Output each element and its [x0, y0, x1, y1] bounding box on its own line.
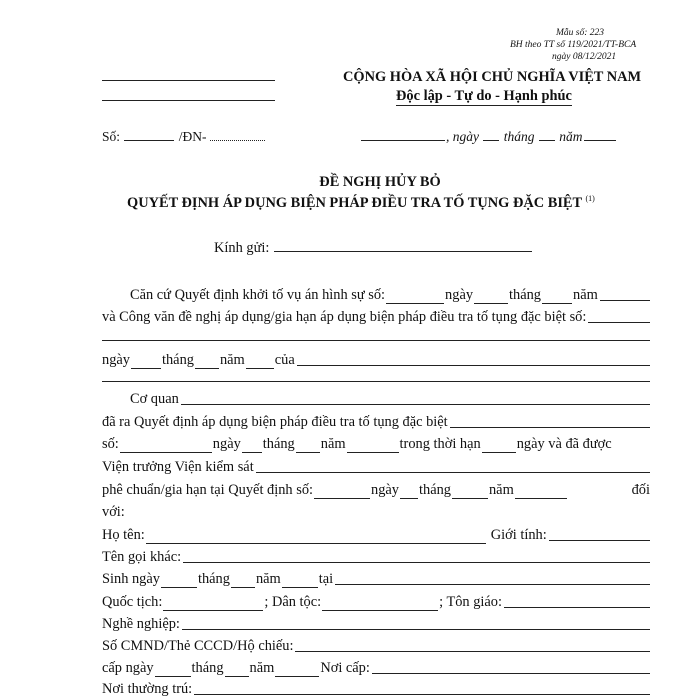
qd-khoi-to-number-field[interactable] — [386, 302, 444, 304]
cv-day-field[interactable] — [131, 367, 161, 369]
line-cap-ngay: cấp ngày tháng năm Nơi cấp: — [102, 659, 650, 677]
dn-field[interactable] — [210, 139, 265, 141]
cmnd-field[interactable] — [295, 651, 650, 652]
form-code-line2: BH theo TT số 119/2021/TT-BCA — [510, 40, 637, 50]
kinh-gui-row — [214, 240, 533, 257]
so-field[interactable] — [124, 139, 174, 141]
noi-thuong-tru-field[interactable] — [194, 694, 650, 695]
form-code-line1: Mẫu số: 223 — [555, 28, 604, 38]
dan-toc-field[interactable] — [322, 609, 438, 611]
cap-month-field[interactable] — [225, 675, 249, 677]
line-cmnd: Số CMND/Thẻ CCCD/Hộ chiếu: — [102, 637, 650, 655]
kinh-gui-field[interactable] — [274, 250, 532, 252]
blank-line-2[interactable] — [102, 381, 650, 382]
place-field[interactable] — [361, 139, 445, 141]
cv-month-field[interactable] — [195, 367, 219, 369]
ho-ten-field[interactable] — [146, 542, 486, 544]
birth-place-field[interactable] — [335, 584, 650, 585]
co-quan-field[interactable] — [181, 404, 650, 405]
line-nghe-nghiep: Nghề nghiệp: — [102, 615, 650, 633]
date-ngay-label: , ngày — [446, 129, 479, 144]
line-quoc-tich: Quốc tịch: ; Dân tộc: ; Tôn giáo: — [102, 593, 650, 611]
ton-giao-field[interactable] — [504, 607, 650, 608]
line-noi-thuong-tru: Nơi thường trú: — [102, 680, 650, 698]
line-can-cu: Căn cứ Quyết định khởi tố vụ án hình sự số: ngày tháng năm — [130, 286, 650, 304]
cong-van-number-field[interactable] — [588, 322, 650, 323]
line-ten-goi-khac: Tên gọi khác: — [102, 548, 650, 566]
qd-ap-dung-year-field[interactable] — [347, 451, 399, 453]
qd-month-field[interactable] — [542, 302, 572, 304]
gioi-tinh-field[interactable] — [549, 540, 650, 541]
cap-day-field[interactable] — [155, 675, 191, 677]
date-thang-label: tháng — [503, 129, 535, 144]
qd-ap-dung-day-field[interactable] — [242, 451, 262, 453]
kinh-gui-label: Kính gửi: — [214, 240, 270, 256]
line-da-ra: đã ra Quyết định áp dụng biện pháp điều tra tố tụng đặc biệt — [102, 413, 650, 431]
line-cong-van: và Công văn đề nghị áp dụng/gia hạn áp dụng biện pháp điều tra tố tụng đặc biệt số: — [102, 308, 650, 326]
vien-kiem-sat-field[interactable] — [256, 472, 650, 473]
line-co-quan: Cơ quan — [130, 390, 650, 408]
title-line-1: ĐỀ NGHỊ HỦY BỎ — [319, 174, 441, 190]
blank-line-1[interactable] — [102, 340, 650, 341]
date-day-field[interactable] — [483, 139, 499, 141]
qd-ap-dung-number-field[interactable] — [120, 451, 212, 453]
birth-month-field[interactable] — [231, 586, 255, 588]
qd-day-field[interactable] — [474, 302, 508, 304]
line-vien-truong: Viện trưởng Viện kiểm sát — [102, 458, 650, 476]
cv-issuer-field[interactable] — [297, 365, 650, 366]
national-slogan: Độc lập - Tự do - Hạnh phúc — [396, 88, 572, 104]
form-code-line3: ngày 08/12/2021 — [552, 52, 617, 62]
line-sinh-ngay: Sinh ngày tháng năm tại — [102, 570, 650, 588]
line-phe-chuan: phê chuẩn/gia hạn tại Quyết định số: ngày tháng năm đối — [102, 482, 650, 498]
date-nam-label: năm — [559, 129, 583, 144]
qd-ap-dung-month-field[interactable] — [296, 451, 320, 453]
ten-goi-khac-field[interactable] — [183, 562, 650, 563]
phe-chuan-month-field[interactable] — [452, 497, 488, 499]
line-voi: với: — [102, 504, 125, 520]
quoc-tich-field[interactable] — [163, 609, 263, 611]
national-motto: CỘNG HÒA XÃ HỘI CHỦ NGHĨA VIỆT NAM — [343, 69, 642, 85]
phe-chuan-year-field[interactable] — [515, 497, 567, 499]
phe-chuan-number-field[interactable] — [314, 497, 370, 499]
da-ra-field[interactable] — [450, 427, 650, 428]
phe-chuan-day-field[interactable] — [400, 497, 418, 499]
birth-day-field[interactable] — [161, 586, 197, 588]
title-line-2: QUYẾT ĐỊNH ÁP DỤNG BIỆN PHÁP ĐIỀU TRA TỐ TỤNG ĐẶC BIỆT — [127, 194, 582, 211]
so-label: Số: — [102, 129, 121, 144]
date-month-field[interactable] — [539, 139, 555, 141]
cv-year-field[interactable] — [246, 367, 274, 369]
document-number-row — [102, 129, 265, 145]
agency-line-1[interactable] — [102, 80, 275, 81]
date-year-field[interactable] — [584, 139, 616, 141]
line-ho-ten: Họ tên: Giới tính: — [102, 526, 650, 544]
nghe-nghiep-field[interactable] — [182, 629, 650, 630]
line-so-thoi-han: số: ngày tháng năm trong thời hạn ngày và đã được — [102, 436, 612, 452]
thoi-han-field[interactable] — [482, 451, 516, 453]
dn-label: /ĐN- — [178, 129, 207, 144]
birth-year-field[interactable] — [282, 586, 318, 588]
line-ngay-cua: ngày tháng năm của — [102, 351, 650, 369]
qd-year-field[interactable] — [600, 300, 650, 301]
cap-year-field[interactable] — [275, 675, 319, 677]
place-date-row — [360, 129, 617, 145]
title-line-2-row — [127, 194, 595, 212]
agency-line-2[interactable] — [102, 100, 275, 101]
noi-cap-field[interactable] — [372, 673, 650, 674]
title-footnote: (1) — [585, 194, 595, 203]
